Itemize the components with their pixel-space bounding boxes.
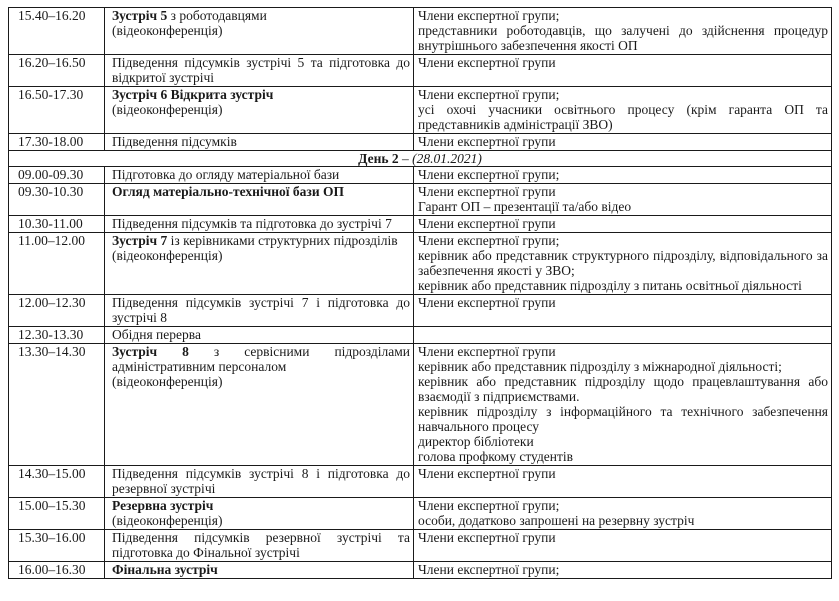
activity-note: (відеоконференція) xyxy=(112,513,223,528)
activity-text: Підведення підсумків резервної зустрічі та підготовка до Фінальної зустрічі xyxy=(112,530,410,560)
participant-line: Члени експертної групи; xyxy=(418,498,560,513)
table-row xyxy=(9,55,832,87)
time-cell: 15.40–16.20 xyxy=(9,8,105,55)
activity-text xyxy=(112,8,410,23)
table-row xyxy=(9,344,832,466)
time-cell: 11.00–12.00 xyxy=(9,233,105,295)
activity-cell xyxy=(105,87,414,134)
participant-line: Гарант ОП – презентації та/або відео xyxy=(418,199,632,214)
activity-cell xyxy=(105,184,414,216)
time-cell: 12.00–12.30 xyxy=(9,295,105,327)
time-cell: 15.00–15.30 xyxy=(9,498,105,530)
activity-text: Підведення підсумків зустрічі 8 і підготовка до резервної зустрічі xyxy=(112,466,410,496)
activity-note: (відеоконференція) xyxy=(112,248,223,263)
table-row xyxy=(9,530,832,562)
activity-text: Підведення підсумків зустрічі 5 та підготовка до відкритої зустрічі xyxy=(112,55,410,85)
time-cell: 17.30-18.00 xyxy=(9,134,105,151)
participants-cell xyxy=(414,134,832,151)
activity-note: (відеоконференція) xyxy=(112,374,223,389)
participants-cell xyxy=(414,295,832,327)
activity-cell xyxy=(105,233,414,295)
table-row xyxy=(9,167,832,184)
participant-line: керівник підрозділу з інформаційного та технічного забезпечення навчального процесу xyxy=(418,404,828,434)
activity-text xyxy=(112,344,410,374)
activity-title: Зустріч 8 xyxy=(112,344,189,359)
participants-cell xyxy=(414,55,832,87)
participant-line: Члени експертної групи xyxy=(418,466,556,481)
participants-cell xyxy=(414,167,832,184)
participants-cell xyxy=(414,498,832,530)
participants-cell xyxy=(414,562,832,579)
time-cell: 16.20–16.50 xyxy=(9,55,105,87)
activity-text xyxy=(112,87,410,102)
table-row xyxy=(9,184,832,216)
participant-line: керівник або представник структурного підрозділу, відповідального за забезпечення якості у ЗВО; xyxy=(418,248,828,278)
participant-line: Члени експертної групи xyxy=(418,184,556,199)
day-date: (28.01.2021) xyxy=(412,151,482,166)
participant-line: Члени експертної групи; xyxy=(418,87,560,102)
table-row xyxy=(9,87,832,134)
activity-text: Підготовка до огляду матеріальної бази xyxy=(112,167,340,182)
participant-line: Члени експертної групи; xyxy=(418,167,560,182)
activity-text xyxy=(112,233,410,248)
table-row xyxy=(9,562,832,579)
participants-cell xyxy=(414,344,832,466)
time-cell: 15.30–16.00 xyxy=(9,530,105,562)
activity-title: Зустріч 5 xyxy=(112,8,168,23)
activity-title: Фінальна зустріч xyxy=(112,562,218,577)
activity-cell xyxy=(105,216,414,233)
participants-cell xyxy=(414,87,832,134)
table-row xyxy=(9,295,832,327)
activity-cell xyxy=(105,167,414,184)
participant-line: керівник або представник підрозділу з питань освітньої діяльності xyxy=(418,278,802,293)
participants-cell xyxy=(414,466,832,498)
activity-cell xyxy=(105,562,414,579)
table-row xyxy=(9,466,832,498)
activity-title: Огляд матеріально-технічної бази ОП xyxy=(112,184,344,199)
activity-cell xyxy=(105,8,414,55)
participant-line: Члени експертної групи xyxy=(418,134,556,149)
participant-line: Члени експертної групи xyxy=(418,295,556,310)
time-cell: 10.30-11.00 xyxy=(9,216,105,233)
activity-note: (відеоконференція) xyxy=(112,102,223,117)
participant-line: Члени експертної групи xyxy=(418,530,556,545)
activity-cell xyxy=(105,466,414,498)
participants-cell xyxy=(414,233,832,295)
activity-rest: з роботодавцями xyxy=(167,8,267,23)
activity-title: Зустріч 7 xyxy=(112,233,168,248)
activity-cell xyxy=(105,344,414,466)
participant-line: представники роботодавців, що залучені до здійснення процедур внутрішнього забезпечення якості ОП xyxy=(418,23,828,53)
participant-line: Члени експертної групи xyxy=(418,55,556,70)
activity-text: Підведення підсумків та підготовка до зустрічі 7 xyxy=(112,216,392,231)
activity-cell xyxy=(105,295,414,327)
activity-text xyxy=(112,562,410,577)
time-cell: 09.00-09.30 xyxy=(9,167,105,184)
activity-cell xyxy=(105,530,414,562)
table-row xyxy=(9,498,832,530)
day-label: День 2 xyxy=(358,151,399,166)
table-row xyxy=(9,8,832,55)
day-header-cell xyxy=(9,151,832,167)
participant-line: голова профкому студентів xyxy=(418,449,574,464)
activity-cell xyxy=(105,498,414,530)
participants-cell xyxy=(414,530,832,562)
participant-line: Члени експертної групи; xyxy=(418,233,560,248)
participant-line: керівник або представник підрозділу з міжнародної діяльності; xyxy=(418,359,782,374)
participant-line: Члени експертної групи; xyxy=(418,8,560,23)
activity-note: (відеоконференція) xyxy=(112,23,223,38)
participant-line: Члени експертної групи xyxy=(418,344,556,359)
activity-text xyxy=(112,498,410,513)
time-cell: 14.30–15.00 xyxy=(9,466,105,498)
day-separator: – xyxy=(398,151,413,166)
table-row xyxy=(9,327,832,344)
day-header-row xyxy=(9,151,832,167)
time-cell: 13.30–14.30 xyxy=(9,344,105,466)
participant-line: усі охочі учасники освітнього процесу (крім гаранта ОП та представників адміністрації ЗВО) xyxy=(418,102,828,132)
activity-text: Обідня перерва xyxy=(112,327,201,342)
participant-line: керівник або представник підрозділу щодо працевлаштування або взаємодії з підприємствами. xyxy=(418,374,828,404)
participants-cell xyxy=(414,8,832,55)
schedule-table xyxy=(8,7,832,579)
activity-text xyxy=(112,184,410,199)
participant-line: Члени експертної групи; xyxy=(418,562,560,577)
activity-rest: із керівниками структурних підрозділів xyxy=(167,233,398,248)
participant-line: директор бібліотеки xyxy=(418,434,534,449)
participants-cell xyxy=(414,327,832,344)
time-cell: 09.30-10.30 xyxy=(9,184,105,216)
table-row xyxy=(9,233,832,295)
activity-cell xyxy=(105,327,414,344)
table-row xyxy=(9,134,832,151)
activity-text: Підведення підсумків xyxy=(112,134,237,149)
activity-title: Зустріч 6 Відкрита зустріч xyxy=(112,87,274,102)
participant-line: Члени експертної групи xyxy=(418,216,556,231)
time-cell: 12.30-13.30 xyxy=(9,327,105,344)
participants-cell xyxy=(414,184,832,216)
activity-title: Резервна зустріч xyxy=(112,498,214,513)
activity-cell xyxy=(105,55,414,87)
time-cell: 16.00–16.30 xyxy=(9,562,105,579)
activity-rest: з сервісними підрозділами адміністративним персоналом xyxy=(112,344,410,374)
activity-text: Підведення підсумків зустрічі 7 і підготовка до зустрічі 8 xyxy=(112,295,410,325)
time-cell: 16.50-17.30 xyxy=(9,87,105,134)
participants-cell xyxy=(414,216,832,233)
table-row xyxy=(9,216,832,233)
activity-cell xyxy=(105,134,414,151)
participant-line: особи, додатково запрошені на резервну зустріч xyxy=(418,513,695,528)
